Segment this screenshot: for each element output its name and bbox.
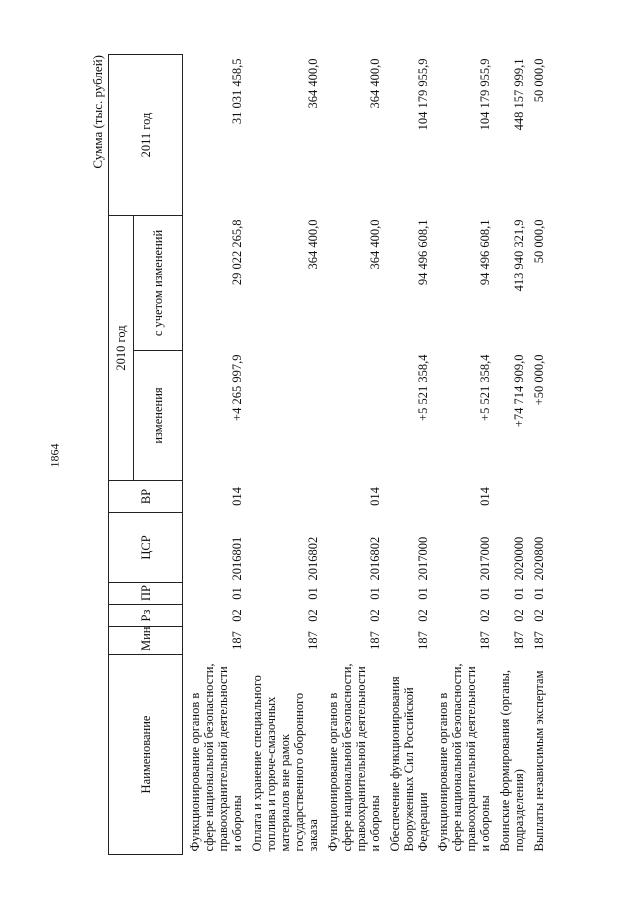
page-number: 1864 [47,443,62,468]
table-cell-rz: 02 [478,609,492,622]
table-cell-pr: 01 [512,587,526,600]
table-cell-csr: 2017000 [416,536,430,581]
table-cell-changes: +5 521 358,4 [478,354,492,421]
table-cell-pr: 01 [478,587,492,600]
header-year-2010: 2010 год [109,215,134,480]
table-cell-changes: +4 265 997,9 [230,354,244,421]
table-cell-changes: +74 714 909,0 [512,354,526,428]
table-cell-name: Функционирование органов в сфере национальной безопасности, правоохранительной деятельности и обороны [436,663,492,852]
table-cell-rz: 02 [368,609,382,622]
table-cell-vr [527,481,547,513]
table-cell-vr: 014 [230,487,244,506]
table-row [183,54,246,854]
table-cell-with-changes: 364 400,0 [368,219,382,270]
table-cell-csr: 2016802 [306,536,320,581]
table-cell-2011: 448 157 999,1 [512,58,526,131]
budget-table [108,54,547,855]
table-cell-pr: 01 [306,587,320,600]
table-cell-csr: 2020800 [532,536,546,581]
table-cell-vr [245,481,321,513]
header-csr: ЦСР [109,513,183,583]
header-pr: ПР [109,583,183,605]
table-row [493,54,527,854]
table-body [183,54,548,854]
table-cell-rz: 02 [306,609,320,622]
header-rz: Рз [109,605,183,627]
table-cell-min: 187 [230,631,244,650]
table-cell-rz: 02 [512,609,526,622]
table-cell-2011: 31 031 458,5 [230,58,244,125]
table-row [321,54,383,854]
table-cell-vr [383,481,431,513]
table-cell-2011: 364 400,0 [306,58,320,109]
table-cell-rz: 02 [416,609,430,622]
table-row [431,54,493,854]
header-min: Мин [109,627,183,655]
table-cell-min: 187 [478,631,492,650]
table-cell-with-changes: 29 022 265,8 [230,219,244,286]
table-cell-changes: +50 000,0 [532,354,546,406]
table-cell-csr: 2016801 [230,536,244,581]
table-cell-min: 187 [368,631,382,650]
table-cell-2011: 104 179 955,9 [478,58,492,131]
table-cell-csr: 2016802 [368,536,382,581]
table-cell-with-changes: 50 000,0 [532,219,546,264]
header-year-2011: 2011 год [109,54,183,215]
table-cell-name: Обеспечение функционирования Вооруженных Сил Российской Федерации [388,676,430,852]
table-cell-pr: 01 [532,587,546,600]
table-cell-csr: 2017000 [478,536,492,581]
header-name: Наименование [109,655,183,855]
unit-caption: Сумма (тыс. рублей) [90,55,105,169]
table-row [383,54,431,854]
table-cell-vr: 014 [368,487,382,506]
table-cell-name: Функционирование органов в сфере национальной безопасности, правоохранительной деятельности и обороны [188,663,244,852]
table-cell-rz: 02 [532,609,546,622]
table-cell-min: 187 [532,631,546,650]
table-cell-name: Воинские формирования (органы, подразделения) [498,669,526,852]
header-with-changes: с учетом изменений [134,215,183,350]
table-cell-min: 187 [306,631,320,650]
header-changes: изменения [134,351,183,481]
table-cell-name: Функционирование органов в сфере национальной безопасности, правоохранительной деятельности и обороны [326,663,382,852]
rotated-page-content [90,55,550,855]
table-cell-pr: 01 [368,587,382,600]
table-cell-changes [321,351,383,481]
table-row [245,54,321,854]
table-row [527,54,547,854]
table-cell-min: 187 [416,631,430,650]
table-cell-with-changes: 94 496 608,1 [416,219,430,286]
table-cell-vr: 014 [478,487,492,506]
table-cell-name: Выплаты независимым экспертам [532,670,546,852]
table-header [109,54,183,854]
table-cell-with-changes: 413 940 321,9 [512,219,526,292]
table-cell-with-changes: 94 496 608,1 [478,219,492,286]
table-cell-name: Оплата и хранение специального топлива и горюче-смазочных материалов вне рамок государственного оборонного заказа [250,675,320,852]
table-cell-2011: 104 179 955,9 [416,58,430,131]
table-cell-vr [493,481,527,513]
table-cell-2011: 50 000,0 [532,58,546,103]
header-vr: ВР [109,481,183,513]
table-cell-2011: 364 400,0 [368,58,382,109]
table-cell-changes [245,351,321,481]
table-cell-min: 187 [512,631,526,650]
table-cell-csr: 2020000 [512,536,526,581]
table-cell-pr: 01 [416,587,430,600]
table-cell-changes: +5 521 358,4 [416,354,430,421]
table-cell-with-changes: 364 400,0 [306,219,320,270]
table-cell-pr: 01 [230,587,244,600]
table-cell-rz: 02 [230,609,244,622]
